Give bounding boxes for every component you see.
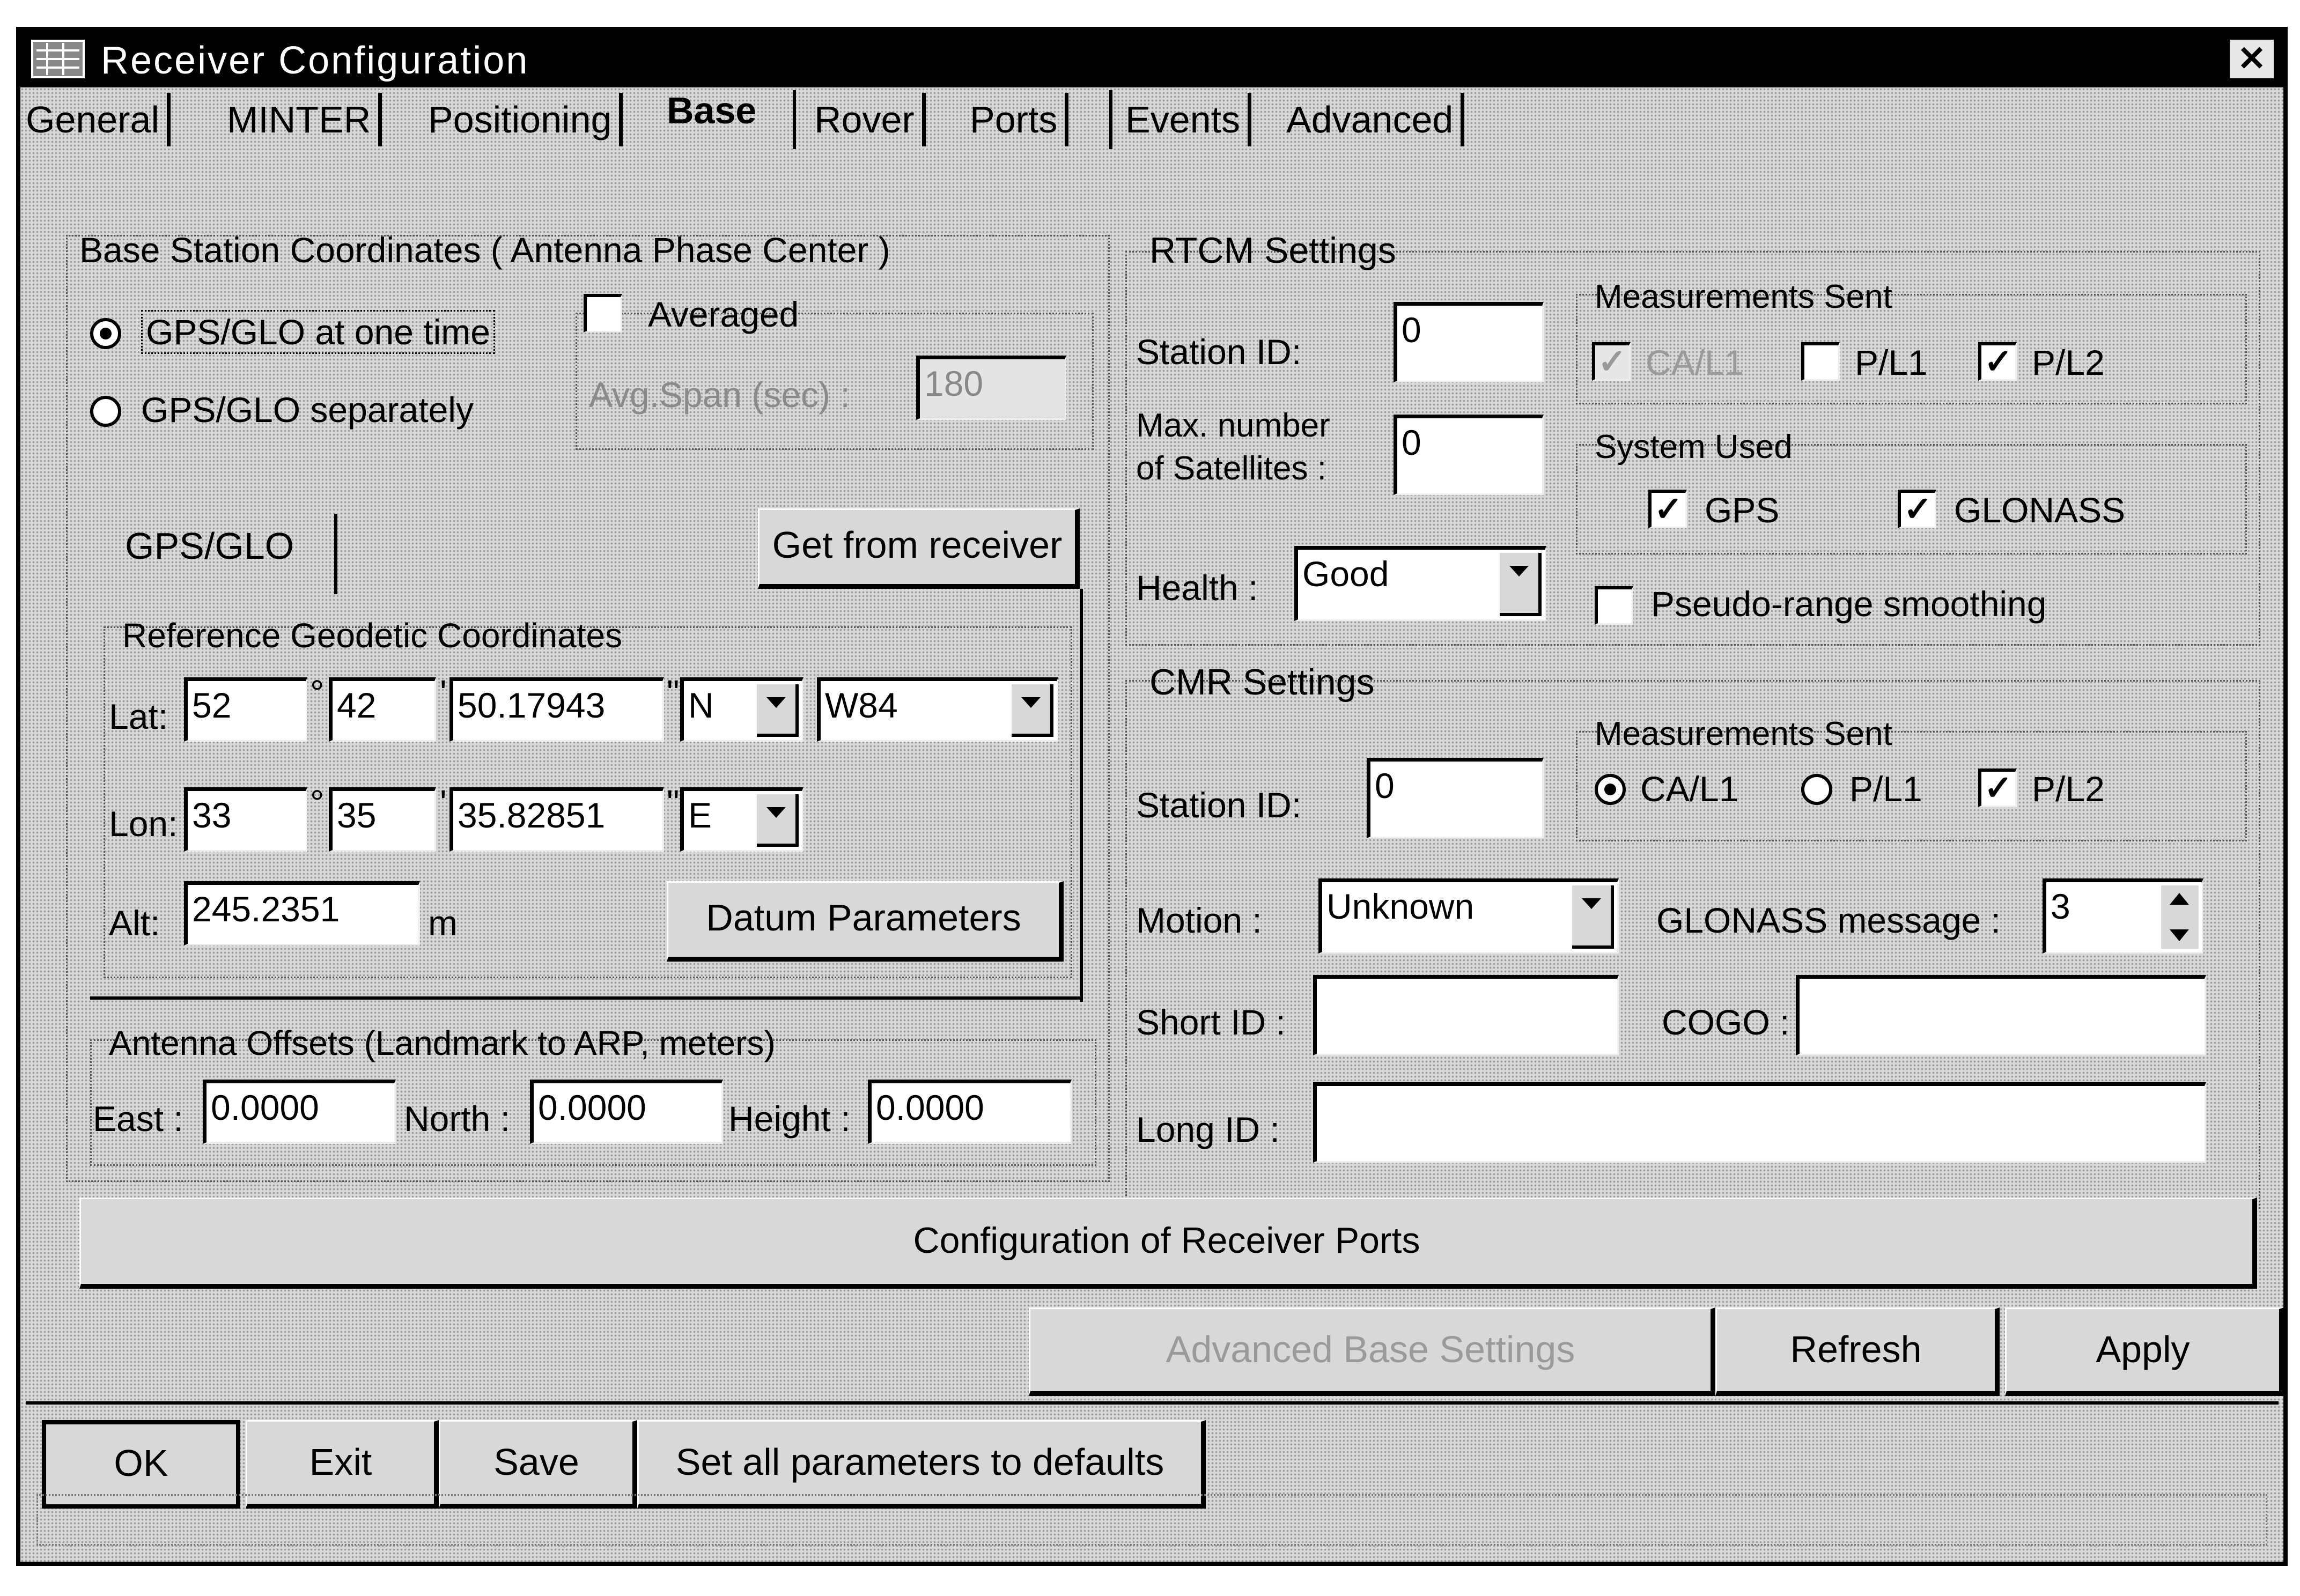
- cmr-station-id-field[interactable]: 0: [1367, 758, 1544, 838]
- lat-hemisphere-select[interactable]: [680, 677, 803, 742]
- lon-second-symbol: ": [667, 782, 680, 822]
- lon-minutes-field[interactable]: 35: [329, 787, 436, 852]
- system-used-title: System Used: [1595, 428, 1793, 466]
- separator: [26, 1401, 2279, 1405]
- subtab-divider: [334, 514, 337, 594]
- lon-degrees-field[interactable]: 33: [184, 787, 307, 852]
- rtcm-station-id-field[interactable]: 0: [1394, 302, 1544, 382]
- close-button[interactable]: [2228, 38, 2276, 80]
- gps-label: GPS: [1705, 490, 1780, 530]
- short-id-field[interactable]: [1313, 975, 1619, 1055]
- chevron-down-icon[interactable]: [1012, 684, 1053, 737]
- max-sats-label-1: Max. number: [1136, 407, 1330, 444]
- cmr-measurements-title: Measurements Sent: [1595, 715, 1892, 752]
- north-offset-field[interactable]: 0.0000: [530, 1080, 723, 1144]
- subtab-gps-glo[interactable]: GPS/GLO: [125, 525, 294, 567]
- radio-one-time[interactable]: [90, 318, 121, 349]
- refresh-button[interactable]: Refresh: [1715, 1307, 2000, 1396]
- apply-button[interactable]: Apply: [2005, 1307, 2284, 1396]
- cmr-p-l2-label: P/L2: [2032, 769, 2105, 809]
- cmr-station-id-label: Station ID:: [1136, 785, 1302, 825]
- ok-button[interactable]: OK: [42, 1420, 240, 1509]
- advanced-base-settings-button: Advanced Base Settings: [1029, 1307, 1715, 1396]
- globe-icon: [31, 40, 85, 78]
- tab-general[interactable]: General: [26, 93, 171, 146]
- rtcm-ca-l1-checkbox[interactable]: ✓: [1592, 342, 1631, 381]
- rtcm-ca-l1-label: CA/L1: [1646, 343, 1744, 382]
- motion-label: Motion :: [1136, 900, 1262, 940]
- configuration-of-receiver-ports-button[interactable]: Configuration of Receiver Ports: [79, 1198, 2257, 1289]
- alt-unit: m: [428, 903, 458, 943]
- reference-geodetic-title: Reference Geodetic Coordinates: [122, 616, 623, 655]
- max-sats-label-2: of Satellites :: [1136, 450, 1326, 487]
- cmr-p-l1-label: P/L1: [1849, 769, 1922, 809]
- base-station-coordinates-title: Base Station Coordinates ( Antenna Phase Center ): [79, 230, 890, 270]
- lat-label: Lat:: [109, 697, 168, 736]
- datum-parameters-button[interactable]: Datum Parameters: [667, 881, 1064, 962]
- window-title: Receiver Configuration: [101, 39, 529, 82]
- averaged-label: Averaged: [648, 294, 799, 334]
- health-value: Good: [1302, 554, 1389, 594]
- lat-minute-symbol: ': [440, 673, 447, 712]
- rtcm-station-id-label: Station ID:: [1136, 332, 1302, 372]
- pseudo-range-smoothing-label: Pseudo-range smoothing: [1651, 584, 2047, 624]
- datum-value: W84: [825, 685, 898, 725]
- exit-button[interactable]: Exit: [246, 1420, 439, 1509]
- rtcm-p-l2-label: P/L2: [2032, 343, 2105, 382]
- title-bar: [20, 31, 2283, 87]
- rtcm-settings-title: RTCM Settings: [1149, 230, 1396, 271]
- spinner-arrows-icon[interactable]: [2161, 885, 2199, 949]
- cmr-ca-l1-label: CA/L1: [1640, 769, 1739, 809]
- glonass-message-value: 3: [2051, 886, 2070, 926]
- cmr-settings-title: CMR Settings: [1149, 662, 1375, 703]
- cogo-field[interactable]: [1796, 975, 2206, 1055]
- radio-separately-label[interactable]: GPS/GLO separately: [141, 390, 474, 430]
- save-button[interactable]: Save: [439, 1420, 637, 1509]
- gps-checkbox[interactable]: ✓: [1648, 490, 1687, 528]
- lat-seconds-field[interactable]: 50.17943: [449, 677, 664, 742]
- chevron-down-icon[interactable]: [1500, 553, 1542, 616]
- chevron-down-icon[interactable]: [757, 684, 799, 737]
- long-id-label: Long ID :: [1136, 1110, 1280, 1149]
- motion-select[interactable]: [1318, 878, 1619, 954]
- tab-events[interactable]: Events: [1125, 93, 1251, 146]
- get-from-receiver-button[interactable]: Get from receiver: [758, 508, 1080, 589]
- close-icon: ✕: [2237, 39, 2266, 78]
- status-bar: [36, 1494, 2267, 1546]
- glonass-label: GLONASS: [1954, 490, 2126, 530]
- rtcm-measurements-title: Measurements Sent: [1595, 278, 1892, 315]
- rtcm-p-l1-label: P/L1: [1855, 343, 1928, 382]
- health-select[interactable]: [1294, 546, 1546, 621]
- tab-minter[interactable]: MINTER: [227, 93, 382, 146]
- glonass-checkbox[interactable]: ✓: [1898, 490, 1936, 528]
- lon-label: Lon:: [109, 804, 178, 844]
- health-label: Health :: [1136, 568, 1258, 608]
- lon-hemisphere-select[interactable]: [680, 787, 803, 852]
- lat-second-symbol: ": [667, 673, 680, 712]
- tab-ports[interactable]: Ports: [970, 93, 1068, 146]
- cogo-label: COGO :: [1662, 1002, 1790, 1042]
- chevron-down-icon[interactable]: [757, 794, 799, 847]
- lon-minute-symbol: ': [440, 782, 447, 822]
- pseudo-range-smoothing-checkbox[interactable]: [1595, 586, 1633, 625]
- subtab-bottom-border: [90, 996, 1082, 1000]
- avg-span-label: Avg.Span (sec) :: [589, 375, 850, 415]
- east-offset-field[interactable]: 0.0000: [203, 1080, 396, 1144]
- subtab-right-border: [1080, 589, 1083, 1002]
- cmr-p-l1-radio[interactable]: [1801, 774, 1832, 805]
- alt-label: Alt:: [109, 903, 160, 943]
- lat-degrees-field[interactable]: 52: [184, 677, 307, 742]
- lon-seconds-field[interactable]: 35.82851: [449, 787, 664, 852]
- motion-value: Unknown: [1326, 886, 1475, 926]
- receiver-configuration-dialog: [16, 27, 2288, 1566]
- set-defaults-button[interactable]: Set all parameters to defaults: [637, 1420, 1206, 1509]
- chevron-down-icon[interactable]: [1572, 885, 1614, 949]
- lon-degree-symbol: °: [310, 782, 325, 822]
- rtcm-p-l2-checkbox[interactable]: ✓: [1978, 342, 2017, 381]
- lat-minutes-field[interactable]: 42: [329, 677, 436, 742]
- datum-select[interactable]: [817, 677, 1058, 742]
- tab-positioning[interactable]: Positioning: [428, 93, 623, 146]
- rtcm-p-l1-checkbox[interactable]: [1801, 342, 1840, 381]
- glonass-message-spinner[interactable]: [2043, 878, 2203, 954]
- tab-divider: [793, 90, 796, 149]
- max-sats-field[interactable]: 0: [1394, 415, 1544, 495]
- cmr-ca-l1-radio[interactable]: [1595, 774, 1626, 805]
- antenna-offsets-title: Antenna Offsets (Landmark to ARP, meters): [109, 1024, 776, 1062]
- short-id-label: Short ID :: [1136, 1002, 1286, 1042]
- radio-one-time-label[interactable]: GPS/GLO at one time: [141, 310, 495, 354]
- avg-span-field[interactable]: 180: [916, 356, 1066, 420]
- height-offset-field[interactable]: 0.0000: [868, 1080, 1072, 1144]
- height-label: Height :: [728, 1099, 851, 1139]
- north-label: North :: [404, 1099, 511, 1139]
- alt-field[interactable]: 245.2351: [184, 881, 420, 945]
- tab-divider: [1109, 90, 1112, 149]
- east-label: East :: [93, 1099, 183, 1139]
- tab-advanced[interactable]: Advanced: [1286, 93, 1464, 146]
- glonass-message-label: GLONASS message :: [1656, 900, 2001, 940]
- lon-hemisphere-value: E: [688, 795, 712, 835]
- long-id-field[interactable]: [1313, 1082, 2206, 1163]
- tab-rover[interactable]: Rover: [814, 93, 926, 146]
- averaged-checkbox[interactable]: [584, 294, 622, 332]
- lat-degree-symbol: °: [310, 673, 325, 712]
- tab-base[interactable]: Base: [667, 90, 757, 131]
- radio-separately[interactable]: [90, 396, 121, 427]
- cmr-p-l2-checkbox[interactable]: ✓: [1978, 769, 2017, 807]
- lat-hemisphere-value: N: [688, 685, 714, 725]
